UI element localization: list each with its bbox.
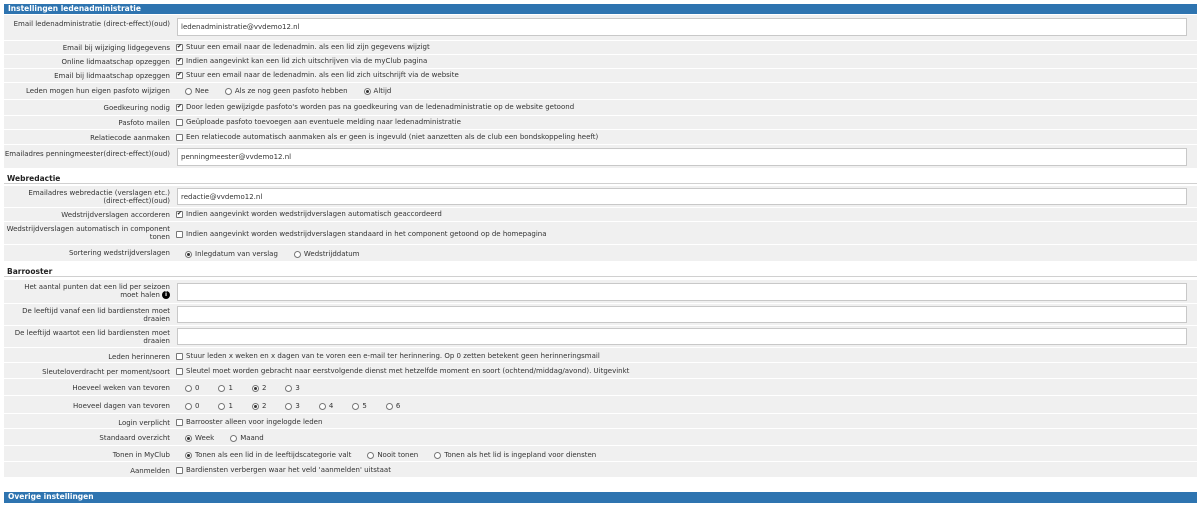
- row-weeks-before: [4, 379, 1197, 396]
- myclub-radio-never[interactable]: [367, 452, 374, 459]
- weeks-option-label: 1: [228, 384, 233, 392]
- row-days-before: [4, 396, 1197, 414]
- online-cancel-checkbox[interactable]: ✔: [176, 57, 183, 64]
- days-radio-3[interactable]: [285, 403, 292, 410]
- myclub-option-label: Tonen als het lid is ingepland voor diensten: [444, 451, 597, 459]
- age-until-label: De leeftijd waartot een lid bardiensten moet draaien: [14, 329, 170, 345]
- relcode-checkbox[interactable]: [176, 134, 183, 141]
- weeks-option-label: 3: [295, 384, 300, 392]
- points-label: [4, 283, 172, 299]
- days-option-label: 5: [362, 402, 367, 410]
- own-photo-option-label: Altijd: [373, 87, 392, 95]
- days-option-label: 6: [395, 402, 401, 410]
- days-radio-5[interactable]: [352, 403, 359, 410]
- overview-radio-week[interactable]: [185, 435, 192, 442]
- section-header-barrooster: Barrooster: [4, 267, 1197, 277]
- myclub-radio-planned[interactable]: [434, 452, 441, 459]
- online-cancel-text: Indien aangevinkt kan een lid zich uitschrijven via de myClub pagina: [186, 57, 428, 65]
- row-approve-reports: [4, 208, 1197, 222]
- login-checkbox[interactable]: [176, 419, 183, 426]
- row-login: [4, 414, 1197, 429]
- email-cancel-text: Stuur een email naar de ledenadmin. als een lid zich uitschrijft via de website: [186, 71, 459, 79]
- row-age-until: [4, 326, 1197, 348]
- overview-label: Standaard overzicht: [99, 434, 170, 442]
- own-photo-label: Leden mogen hun eigen pasfoto wijzigen: [25, 87, 170, 95]
- section-header-webredactie: Webredactie: [4, 174, 1197, 184]
- myclub-option-label: Nooit tonen: [377, 451, 419, 459]
- email-change-text: Stuur een email naar de ledenadmin. als een lid zijn gegevens wijzigt: [186, 43, 430, 51]
- row-overview: [4, 429, 1197, 446]
- days-radio-0[interactable]: [185, 403, 192, 410]
- weeks-radio-1[interactable]: [218, 385, 225, 392]
- email-admin-label: Email ledenadministratie (direct-effect)(oud): [13, 20, 170, 28]
- days-option-label: 4: [328, 402, 334, 410]
- age-from-label: De leeftijd vanaf een lid bardiensten moet draaien: [22, 307, 170, 323]
- own-photo-option-label: Nee: [195, 87, 209, 95]
- info-icon[interactable]: i: [162, 291, 170, 299]
- approve-reports-checkbox[interactable]: ✔: [176, 210, 183, 217]
- remind-label: Leden herinneren: [108, 353, 170, 361]
- signup-checkbox[interactable]: [176, 467, 183, 474]
- treasurer-label: Emailadres penningmeester(direct-effect)(oud): [4, 150, 170, 158]
- days-option-label: 0: [195, 402, 200, 410]
- own-photo-radio-nee[interactable]: [185, 88, 192, 95]
- row-key-handover: [4, 363, 1197, 379]
- overview-radio-maand[interactable]: [230, 435, 237, 442]
- row-editor-email: [4, 186, 1197, 208]
- auto-component-checkbox[interactable]: [176, 231, 183, 238]
- row-auto-component: [4, 222, 1197, 245]
- email-change-label: Email bij wijziging lidgegevens: [62, 44, 170, 52]
- days-radio-4[interactable]: [319, 403, 326, 410]
- days-radio-1[interactable]: [218, 403, 225, 410]
- email-cancel-checkbox[interactable]: ✔: [176, 71, 183, 78]
- weeks-option-label: 0: [195, 384, 200, 392]
- row-myclub: [4, 446, 1197, 462]
- section-header-overige[interactable]: Overige instellingen: [4, 492, 1197, 503]
- age-until-input[interactable]: [177, 328, 1187, 345]
- row-signup: [4, 462, 1197, 478]
- approve-reports-text: Indien aangevinkt worden wedstrijdverslagen automatisch geaccordeerd: [186, 210, 442, 218]
- points-label-text: Het aantal punten dat een lid per seizoen moet halen: [24, 283, 170, 299]
- online-cancel-label: Online lidmaatschap opzeggen: [61, 58, 170, 66]
- auto-component-label: Wedstrijdverslagen automatisch in component tonen: [6, 225, 170, 241]
- approval-text: Door leden gewijzigde pasfoto's worden pas na goedkeuring van de ledenadministratie op de website getoond: [186, 103, 575, 111]
- row-sorting: [4, 245, 1197, 262]
- approve-reports-label: Wedstrijdverslagen accorderen: [61, 211, 170, 219]
- weeks-radio-2[interactable]: [252, 385, 259, 392]
- row-photo-mail: [4, 116, 1197, 130]
- overview-option-label: Maand: [240, 434, 264, 442]
- myclub-radio-age[interactable]: [185, 452, 192, 459]
- row-remind: [4, 348, 1197, 363]
- sorting-option-label: Wedstrijddatum: [303, 250, 360, 258]
- signup-label: Aanmelden: [130, 467, 170, 475]
- days-option-label: 1: [228, 402, 233, 410]
- relcode-label: Relatiecode aanmaken: [90, 134, 170, 142]
- row-approval: [4, 100, 1197, 116]
- sorting-label: Sortering wedstrijdverslagen: [68, 249, 170, 257]
- own-photo-radio-altijd[interactable]: [364, 88, 371, 95]
- email-admin-input[interactable]: ledenadministratie@vvdemo12.nl: [177, 18, 1187, 36]
- row-email-change: [4, 41, 1197, 55]
- login-text: Barrooster alleen voor ingelogde leden: [186, 418, 323, 426]
- row-own-photo: [4, 83, 1197, 100]
- row-relcode: [4, 130, 1197, 145]
- weeks-radio-3[interactable]: [285, 385, 292, 392]
- signup-text: Bardiensten verbergen waar het veld 'aanmelden' uitstaat: [186, 466, 391, 474]
- row-points: [4, 280, 1197, 304]
- row-age-from: [4, 304, 1197, 326]
- weeks-before-label: Hoeveel weken van tevoren: [72, 384, 170, 392]
- days-option-label: 3: [295, 402, 300, 410]
- days-before-label: Hoeveel dagen van tevoren: [73, 402, 170, 410]
- photo-mail-checkbox[interactable]: [176, 119, 183, 126]
- row-online-cancel: [4, 55, 1197, 69]
- myclub-label: Tonen in MyClub: [112, 451, 170, 459]
- section-header-ledenadministratie: Instellingen ledenadministratie: [4, 4, 1197, 14]
- weeks-option-label: 2: [261, 384, 267, 392]
- weeks-radio-0[interactable]: [185, 385, 192, 392]
- sorting-radio-inlegdatum[interactable]: [185, 251, 192, 258]
- days-option-label: 2: [261, 402, 267, 410]
- editor-email-input[interactable]: redactie@vvdemo12.nl: [177, 188, 1187, 205]
- days-radio-2[interactable]: [252, 403, 259, 410]
- approval-label: Goedkeuring nodig: [103, 104, 170, 112]
- sorting-option-label: Inlegdatum van verslag: [195, 250, 278, 258]
- age-from-input[interactable]: [177, 306, 1187, 323]
- photo-mail-label: Pasfoto mailen: [118, 119, 170, 127]
- key-handover-label: Sleuteloverdracht per moment/soort: [42, 368, 170, 376]
- row-email-cancel: [4, 69, 1197, 83]
- row-email-admin: [4, 15, 1197, 41]
- key-handover-checkbox[interactable]: [176, 368, 183, 375]
- auto-component-text: Indien aangevinkt worden wedstrijdverslagen standaard in het component getoond op de homepagina: [186, 230, 547, 238]
- key-handover-text: Sleutel moet worden gebracht naar eerstvolgende dienst met hetzelfde moment en soort (ochtend/middag/avond). Uitgevinkt: [186, 367, 630, 375]
- remind-text: Stuur leden x weken en x dagen van te voren een e-mail ter herinnering. Op 0 zetten betekent geen herinneringsmail: [186, 352, 600, 360]
- own-photo-radio-no-photo[interactable]: [225, 88, 232, 95]
- email-cancel-label: Email bij lidmaatschap opzeggen: [54, 72, 170, 80]
- email-change-checkbox[interactable]: ✔: [176, 43, 183, 50]
- points-input[interactable]: [177, 283, 1187, 301]
- treasurer-input[interactable]: penningmeester@vvdemo12.nl: [177, 148, 1187, 166]
- approval-checkbox[interactable]: ✔: [176, 103, 183, 110]
- sorting-radio-wedstrijddatum[interactable]: [294, 251, 301, 258]
- days-radio-6[interactable]: [386, 403, 393, 410]
- row-treasurer: [4, 145, 1197, 169]
- photo-mail-text: Geüploade pasfoto toevoegen aan eventuele melding naar ledenadministratie: [186, 118, 461, 126]
- editor-email-label: Emailadres webredactie (verslagen etc.) (direct-effect)(oud): [28, 189, 170, 205]
- relcode-text: Een relatiecode automatisch aanmaken als er geen is ingevuld (niet aanzetten als de club een bondskoppeling heeft): [186, 133, 599, 141]
- remind-checkbox[interactable]: [176, 353, 183, 360]
- login-label: Login verplicht: [118, 419, 170, 427]
- own-photo-option-label: Als ze nog geen pasfoto hebben: [234, 87, 348, 95]
- overview-option-label: Week: [195, 434, 215, 442]
- myclub-option-label: Tonen als een lid in de leeftijdscategorie valt: [195, 451, 352, 459]
